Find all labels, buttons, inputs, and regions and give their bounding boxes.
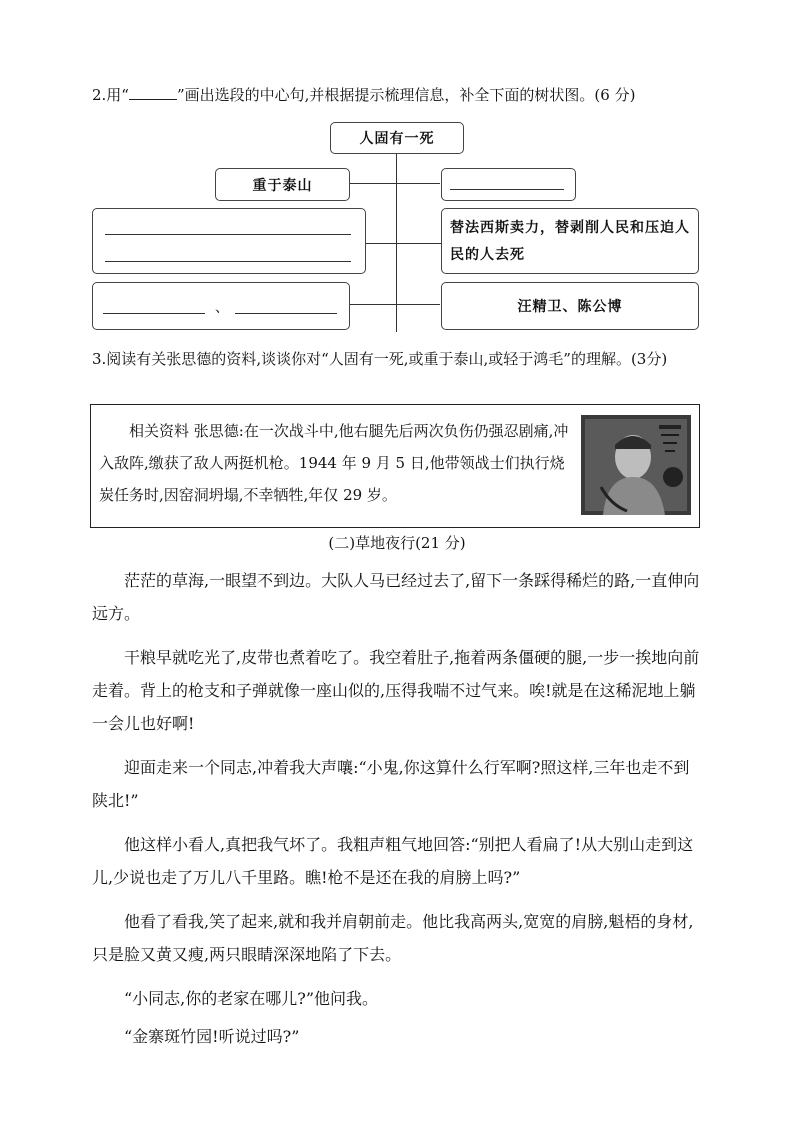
paragraph: 干粮早就吃光了,皮带也煮着吃了。我空着肚子,拖着两条僵硬的腿,一步一挨地向前走着。背上的枪支和子弹就像一座山似的,压得我喘不过气来。唉!就是在这稀泥地上躺一会儿也好啊! xyxy=(92,648,700,733)
section-title: (二)草地夜行(21 分) xyxy=(328,534,466,552)
question-3: 3.阅读有关张思德的资料,谈谈你对“人固有一死,或重于泰山,或轻于鸿毛”的理解。(3分) xyxy=(92,350,668,368)
tree-root-box xyxy=(330,122,464,154)
question-2-prefix: 2.用“ xyxy=(92,86,129,104)
tree-trunk xyxy=(396,152,397,332)
tree-left-bottom-box xyxy=(92,282,350,330)
tree-right-bottom-box xyxy=(441,282,699,330)
tree-left-mid-box xyxy=(92,208,366,274)
answer-blank xyxy=(235,313,337,314)
tree-branch xyxy=(365,243,441,244)
tree-right-top-box xyxy=(441,168,576,201)
tree-root-label: 人固有一死 xyxy=(359,131,435,147)
tree-branch xyxy=(350,304,440,305)
tree-left-top-label: 重于泰山 xyxy=(252,177,313,194)
tree-branch xyxy=(350,183,440,184)
answer-blank xyxy=(105,261,351,262)
zhang-side-portrait-image xyxy=(581,415,691,515)
related-material-box xyxy=(90,404,700,528)
tree-right-mid-label: 替法西斯卖力，替剥削人民和压迫人民的人去死 xyxy=(450,220,690,263)
question-2-suffix: ”画出选段的中心句,并根据提示梳理信息，补全下面的树状图。(6 分) xyxy=(176,86,636,104)
tree-diagram xyxy=(0,0,794,340)
tree-separator: 、 xyxy=(215,300,230,316)
related-material-text: 相关资料 张思德:在一次战斗中,他右腿先后两次负伤仍强忍剧痛,冲入敌阵,缴获了敌人两挺机枪。1944 年 9 月 5 日,他带领战士们执行烧炭任务时,因窑洞坍塌,不幸牺牲,年仅 29 岁。 xyxy=(99,422,569,504)
paragraph: 茫茫的草海,一眼望不到边。大队人马已经过去了,留下一条踩得稀烂的路,一直伸向远方。 xyxy=(92,571,700,623)
portrait-illustration xyxy=(581,415,691,515)
paragraph: “小同志,你的老家在哪儿?”他问我。 xyxy=(124,989,379,1008)
tree-left-top-box xyxy=(215,168,350,201)
answer-blank xyxy=(105,234,351,235)
answer-blank xyxy=(103,313,205,314)
tree-right-bottom-label: 汪精卫、陈公博 xyxy=(517,299,623,315)
paragraph: 他这样小看人,真把我气坏了。我粗声粗气地回答:“别把人看扁了!从大别山走到这儿,少说也走了万儿八千里路。瞧!枪不是还在我的肩膀上吗?” xyxy=(92,835,694,887)
tree-right-mid-box xyxy=(441,208,699,274)
paragraph: 他看了看我,笑了起来,就和我并肩朝前走。他比我高两头,宽宽的肩膀,魁梧的身材,只是脸又黄又瘦,两只眼睛深深地陷了下去。 xyxy=(92,912,694,964)
paragraph: 迎面走来一个同志,冲着我大声嚷:“小鬼,你这算什么行军啊?照这样,三年也走不到陕北!” xyxy=(92,758,690,810)
answer-blank xyxy=(450,189,564,190)
paragraph: “金寨斑竹园!听说过吗?” xyxy=(124,1027,300,1046)
